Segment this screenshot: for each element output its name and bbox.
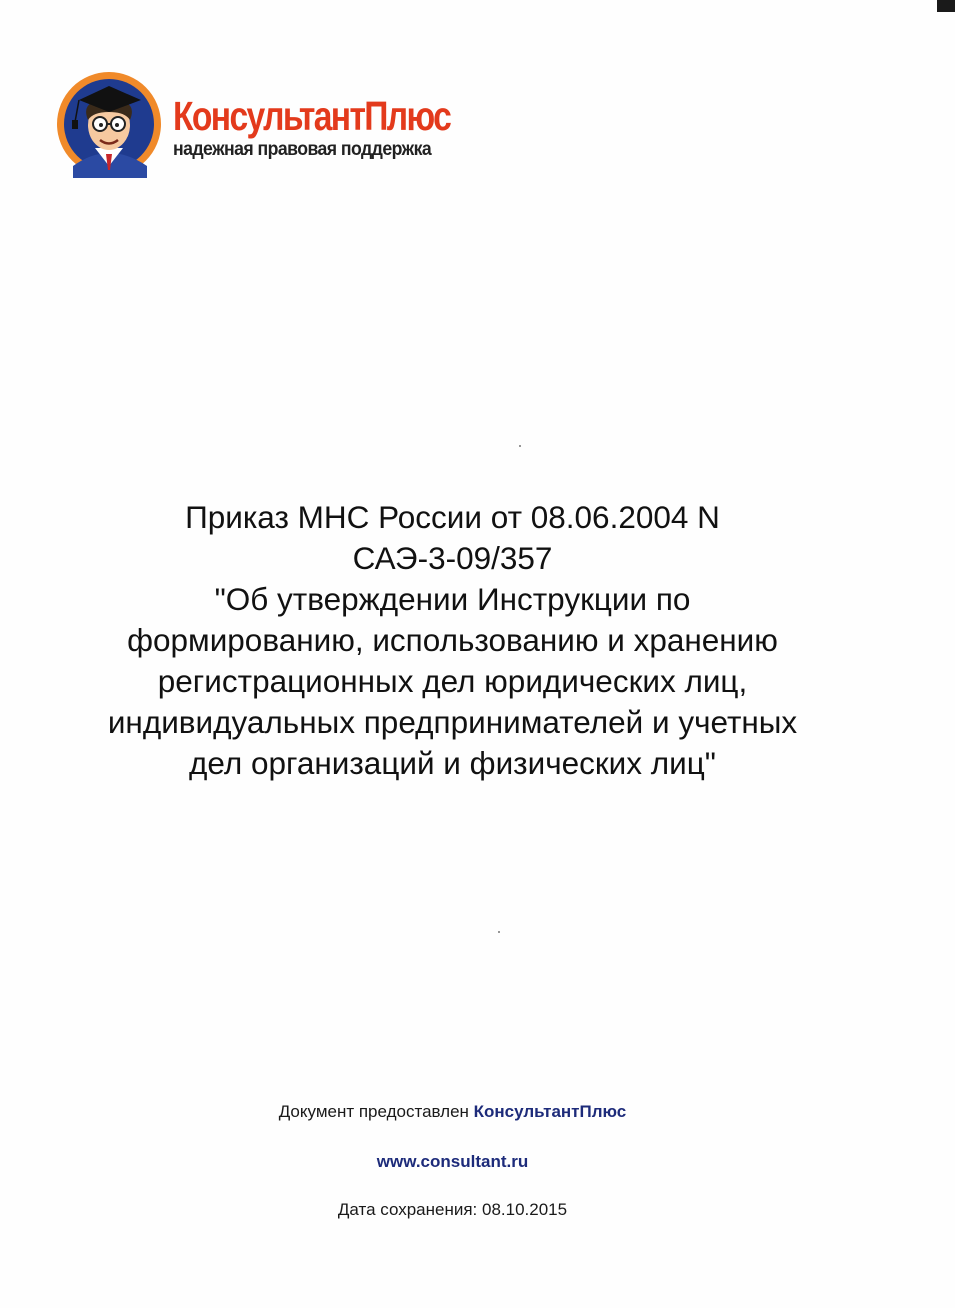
consultantplus-logo [55, 70, 515, 182]
provided-by-brand: КонсультантПлюс [473, 1102, 627, 1121]
provided-by-line [0, 1102, 905, 1122]
title-line: "Об утверждении Инструкции по [214, 581, 691, 617]
scan-speck [519, 445, 521, 447]
brand-name: КонсультантПлюс [173, 93, 451, 139]
provided-by-prefix: Документ предоставлен [278, 1102, 474, 1121]
title-line: индивидуальных предпринимателей и учетных [107, 704, 798, 740]
title-line: САЭ-3-09/357 [352, 540, 553, 576]
title-line: регистрационных дел юридических лиц, [157, 663, 748, 699]
professor-mascot-icon [55, 70, 163, 178]
title-line: дел организаций и физических лиц" [189, 745, 716, 781]
website-link[interactable]: www.consultant.ru [376, 1152, 529, 1171]
document-title [30, 497, 875, 784]
scan-edge-mark [937, 0, 955, 12]
title-line: формированию, использованию и хранению [127, 622, 778, 658]
title-line: Приказ МНС России от 08.06.2004 N [185, 499, 720, 535]
scan-speck [498, 931, 500, 933]
brand-tagline: надежная правовая поддержка [173, 139, 432, 160]
save-date: Дата сохранения: 08.10.2015 [337, 1200, 568, 1219]
